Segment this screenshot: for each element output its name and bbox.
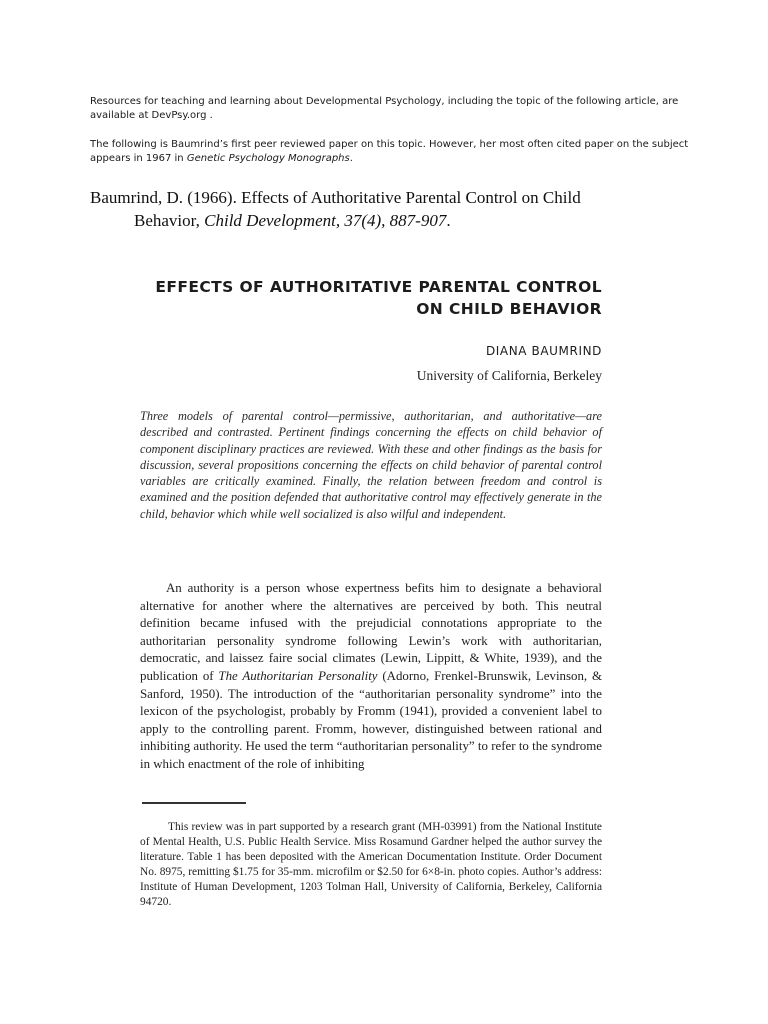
article-body-part1: An authority is a person whose expertness befits him to designate a behavioral alternative for another where the alternatives are perceived by both. This neutral definition became infused with the prejudicial connotations appropriate to the authoritarian personality syndrome following Lewin’s work with authoritarian, democratic, and laissez faire social climates (Lewin, Lippitt, & White, 1939), and the publication of [140, 581, 602, 683]
footnote-divider [142, 802, 246, 804]
article-author: DIANA BAUMRIND [485, 344, 602, 358]
article-body-part2: (Adorno, Frenkel-Brunswik, Levinson, & Sanford, 1950). The introduction of the “authoritarian personality syndrome” into the lexicon of the psychologist, probably by Fromm (1941), provided a convenient label to apply to the controlling parent. Fromm, however, distinguished between rational and inhibiting authority. He used the term “authoritarian personality” to refer to the syndrome in which enactment of the role of inhibiting [140, 668, 602, 771]
article-body [140, 580, 602, 774]
citation-line1: Baumrind, D. (1966). Effects of Authoritative Parental Control on Child [90, 188, 581, 207]
citation-line2-suffix: . [446, 211, 451, 230]
paper-note [90, 138, 690, 166]
paper-note-journal: Genetic Psychology Monographs [186, 153, 350, 164]
scanned-article-page [140, 268, 610, 938]
resources-note [90, 95, 690, 123]
article-affiliation: University of California, Berkeley [416, 368, 602, 383]
article-title [142, 276, 602, 320]
article-abstract: Three models of parental control—permissive, authoritarian, and authoritative—are described and contrasted. Pertinent findings concerning the effects on child behavior of component disciplinary practices are reviewed. With these and other findings as the basis for discussion, several propositions concerning the effects on child behavior of parental control variables are critically examined. Finally, the relation between freedom and control is examined and the position defended that authoritative control may effectively generate in the child, behavior which while well socialized is also wilful and independent. [140, 409, 602, 521]
article-title-line2: ON CHILD BEHAVIOR [416, 300, 602, 318]
citation [90, 186, 700, 232]
article-body-italic: The Authoritarian Personality [218, 668, 378, 683]
resources-note-text: Resources for teaching and learning about Developmental Psychology, including the topic of the following article, are available at DevPsy.org . [90, 96, 679, 121]
citation-line2 [90, 209, 700, 232]
citation-journal: Child Development, 37(4), 887-907 [204, 211, 447, 230]
citation-line2-prefix: Behavior, [134, 211, 205, 230]
article-footnote: This review was in part supported by a research grant (MH-03991) from the National Institute of Mental Health, U.S. Public Health Service. Miss Rosamund Gardner helped the author survey the literature. Table 1 has been deposited with the American Documentation Institute. Order Document No. 8975, remitting $1.75 for 35-mm. microfilm or $2.50 for 6×8-in. photo copies. Author’s address: Institute of Human Development, 1203 Tolman Hall, University of California, Berkeley, California 94720. [140, 821, 602, 909]
article-title-line1: EFFECTS OF AUTHORITATIVE PARENTAL CONTROL [155, 278, 602, 296]
paper-note-prefix: The following is Baumrind’s first peer reviewed paper on this topic. However, her most often cited paper on the subject appears in 1967 in [90, 139, 689, 164]
paper-note-suffix: . [349, 153, 353, 164]
